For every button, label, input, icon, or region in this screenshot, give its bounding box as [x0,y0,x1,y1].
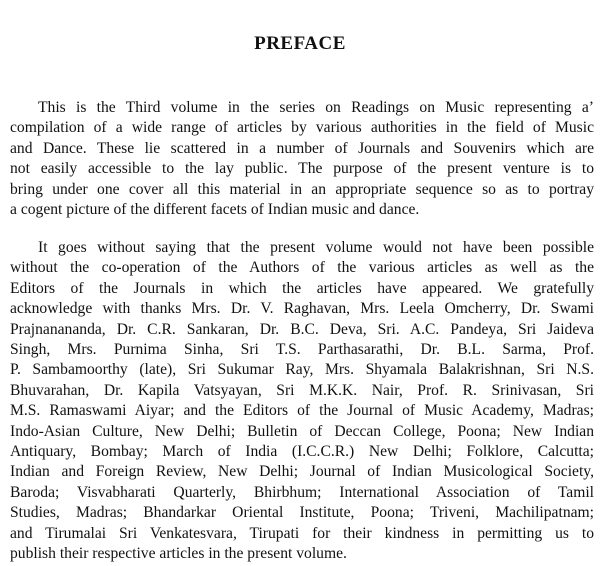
paragraph-line: publish their respective articles in the present volume. [10,545,347,563]
paragraph-line: This is the Third volume in the series on Readings on Music representing a’ [38,99,594,116]
paragraph-2 [10,238,594,565]
paragraph-line: P. Sambamoorthy (late), Sri Sukumar Ray, Mrs. Shyamala Balakrishnan, Sri N.S. [10,361,594,379]
paragraph-line: Singh, Mrs. Purnima Sinha, Sri T.S. Parthasarathi, Dr. B.L. Sarma, Prof. [10,341,594,359]
paragraph-1 [10,98,594,220]
paragraph-line: Indian and Foreign Review, New Delhi; Journal of Indian Musicological Society, [10,463,594,481]
paragraph-line: bring under one cover all this material in an appropriate sequence so as to portray [10,180,594,198]
paragraph-line: Studies, Madras; Bhandarkar Oriental Institute, Poona; Triveni, Machilipatnam; [10,504,594,522]
page-title: PREFACE [254,33,346,54]
paragraph-line: without the co-operation of the Authors of the various articles as well as the [10,259,594,277]
paragraph-line: Baroda; Visvabharati Quarterly, Bhirbhum; International Association of Tamil [10,483,594,501]
paragraph-line: acknowledge with thanks Mrs. Dr. V. Raghavan, Mrs. Leela Omcherry, Dr. Swami [10,300,594,318]
paragraph-line: It goes without saying that the present volume would not have been possible [38,239,594,256]
paragraph-line: Indo-Asian Culture, New Delhi; Bulletin of Deccan College, Poona; New Indian [10,422,594,440]
paragraph-line: a cogent picture of the different facets of Indian music and dance. [10,201,420,219]
paragraph-line: and Dance. These lie scattered in a number of Journals and Souvenirs which are [10,139,594,157]
paragraph-line: M.S. Ramaswami Aiyar; and the Editors of the Journal of Music Academy, Madras; [10,402,594,420]
paragraph-line: Editors of the Journals in which the articles have appeared. We gratefully [10,279,594,297]
paragraph-line: Antiquary, Bombay; March of India (I.C.C.R.) New Delhi; Folklore, Calcutta; [10,443,594,461]
paragraph-line: Bhuvarahan, Dr. Kapila Vatsyayan, Sri M.K.K. Nair, Prof. R. Srinivasan, Sri [10,381,594,399]
paragraph-line: not easily accessible to the lay public. The purpose of the present venture is to [10,160,594,178]
paragraph-line: compilation of a wide range of articles by various authorities in the field of Music [10,119,594,137]
paragraph-line: and Tirumalai Sri Venkatesvara, Tirupati for their kindness in permitting us to [10,524,594,542]
paragraph-line: Prajnanananda, Dr. C.R. Sankaran, Dr. B.C. Deva, Sri. A.C. Pandeya, Sri Jaideva [10,320,594,338]
